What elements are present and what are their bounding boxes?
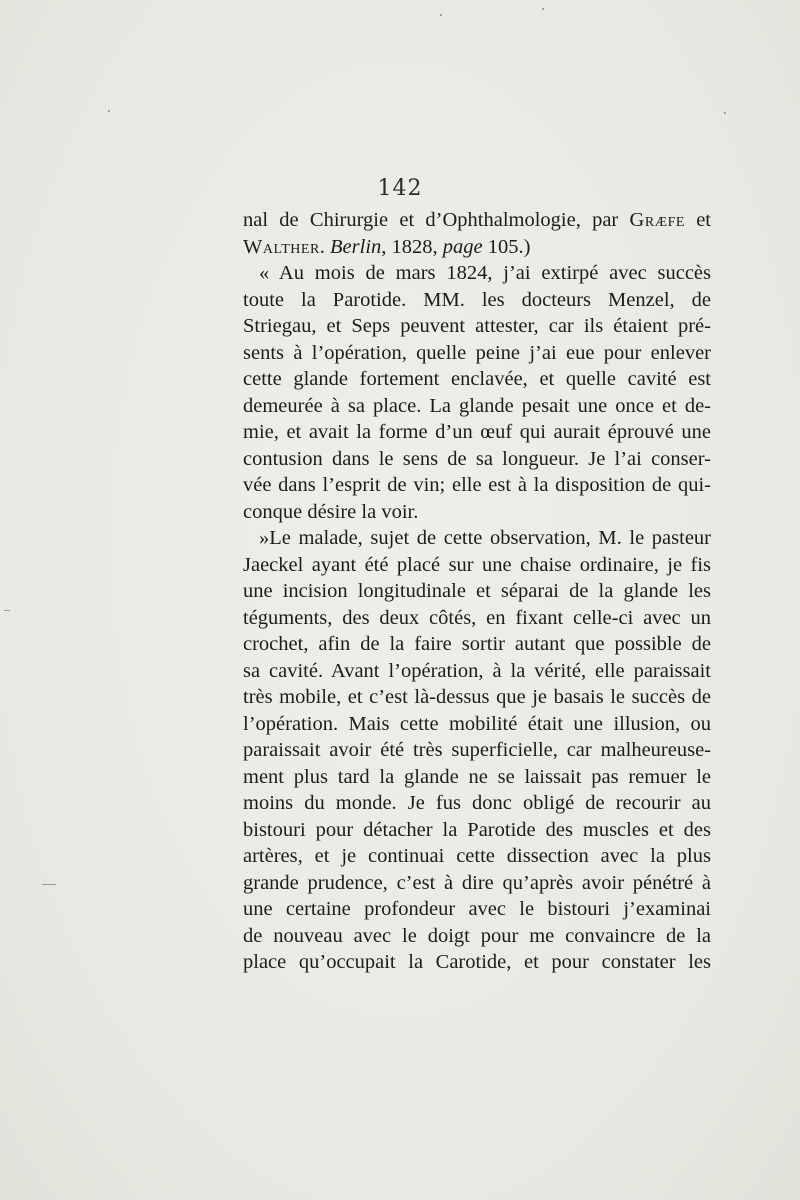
text-run: Berlin [330, 235, 382, 258]
text-line [243, 472, 711, 499]
text-line [243, 234, 711, 261]
text-run: contusion dans le sens de sa longueur. Je l’ai conser- [243, 447, 711, 470]
text-line [243, 419, 711, 446]
text-line [243, 684, 711, 711]
text-line [243, 764, 711, 791]
text-run: sents à l’opération, quelle peine j’ai eue pour enlever [243, 341, 711, 364]
paper-speck [542, 8, 544, 10]
paper-speck [724, 112, 726, 114]
text-line [243, 552, 711, 579]
text-run: demeurée à sa place. La glande pesait une once et de- [243, 394, 711, 417]
text-run: une certaine profondeur avec le bistouri j’examinai [243, 898, 711, 920]
paper-mark [4, 610, 10, 611]
text-run: conque désire la voir. [243, 500, 419, 523]
text-run: Jaeckel ayant été placé sur une chaise ordinaire, je fis [243, 553, 711, 576]
text-line [243, 499, 711, 526]
text-run: ment plus tard la glande ne se laissait pas remuer le [243, 765, 711, 788]
text-line [243, 287, 711, 314]
text-line [243, 631, 711, 658]
text-run: très mobile, et c’est là-dessus que je basais le succès de [243, 686, 711, 708]
paper-speck [440, 14, 442, 16]
text-line [243, 923, 711, 950]
text-run: 105.) [482, 235, 531, 258]
text-run: cette glande fortement enclavée, et quelle cavité est [243, 368, 711, 390]
text-run: et [684, 209, 711, 231]
text-line [243, 207, 711, 234]
text-run: nal de Chirurgie et d’Ophthalmologie, par [243, 209, 630, 231]
text-line [243, 446, 711, 473]
text-line [243, 790, 711, 817]
text-run: Walther [243, 235, 320, 258]
text-line [243, 340, 711, 367]
text-line [243, 393, 711, 420]
text-run: place qu’occupait la Carotide, et pour constater les [243, 951, 711, 973]
text-run: grande prudence, c’est à dire qu’après avoir pénétré à [243, 871, 711, 894]
text-line [243, 843, 711, 870]
text-run: Striegau, et Seps peuvent attester, car ils étaient pré- [243, 315, 711, 337]
text-run: crochet, afin de la faire sortir autant que possible de [243, 633, 711, 655]
body-text [243, 207, 711, 976]
text-run: , 1828, [381, 235, 443, 258]
text-run: toute la Parotide. MM. les docteurs Menzel, de [243, 288, 711, 311]
text-run: « Au mois de mars 1824, j’ai extirpé avec succès [259, 262, 711, 284]
text-line [243, 949, 711, 976]
text-run: bistouri pour détacher la Parotide des muscles et des [243, 818, 711, 841]
text-line [243, 313, 711, 340]
text-line [243, 658, 711, 685]
text-run: une incision longitudinale et séparai de la glande les [243, 580, 711, 602]
text-line [243, 578, 711, 605]
text-line [243, 366, 711, 393]
text-run: l’opération. Mais cette mobilité était une illusion, ou [243, 712, 711, 735]
text-line [243, 896, 711, 923]
text-run: paraissait avoir été très superficielle, car malheureuse- [243, 739, 711, 761]
text-run: »Le malade, sujet de cette observation, M. le pasteur [259, 527, 711, 549]
text-run: mie, et avait la forme d’un œuf qui aurait éprouvé une [243, 421, 711, 443]
page-number: 142 [377, 176, 423, 201]
text-line [243, 870, 711, 897]
text-run: page [442, 235, 483, 258]
text-line [243, 711, 711, 738]
text-line [243, 737, 711, 764]
text-line [243, 605, 711, 632]
paper-mark [42, 884, 56, 885]
text-run: Græfe [629, 209, 685, 231]
text-run: . [319, 235, 331, 258]
text-run: moins du monde. Je fus donc obligé de recourir au [243, 792, 711, 814]
paper-speck [108, 110, 110, 112]
text-line [243, 525, 711, 552]
text-line [243, 817, 711, 844]
text-run: vée dans l’esprit de vin; elle est à la disposition de qui- [243, 474, 711, 496]
text-line [243, 260, 711, 287]
text-run: artères, et je continuai cette dissection avec la plus [243, 845, 711, 867]
text-run: téguments, des deux côtés, en fixant celle-ci avec un [243, 606, 711, 629]
text-run: sa cavité. Avant l’opération, à la vérité, elle paraissait [243, 659, 711, 682]
text-run: de nouveau avec le doigt pour me convaincre de la [243, 924, 711, 947]
